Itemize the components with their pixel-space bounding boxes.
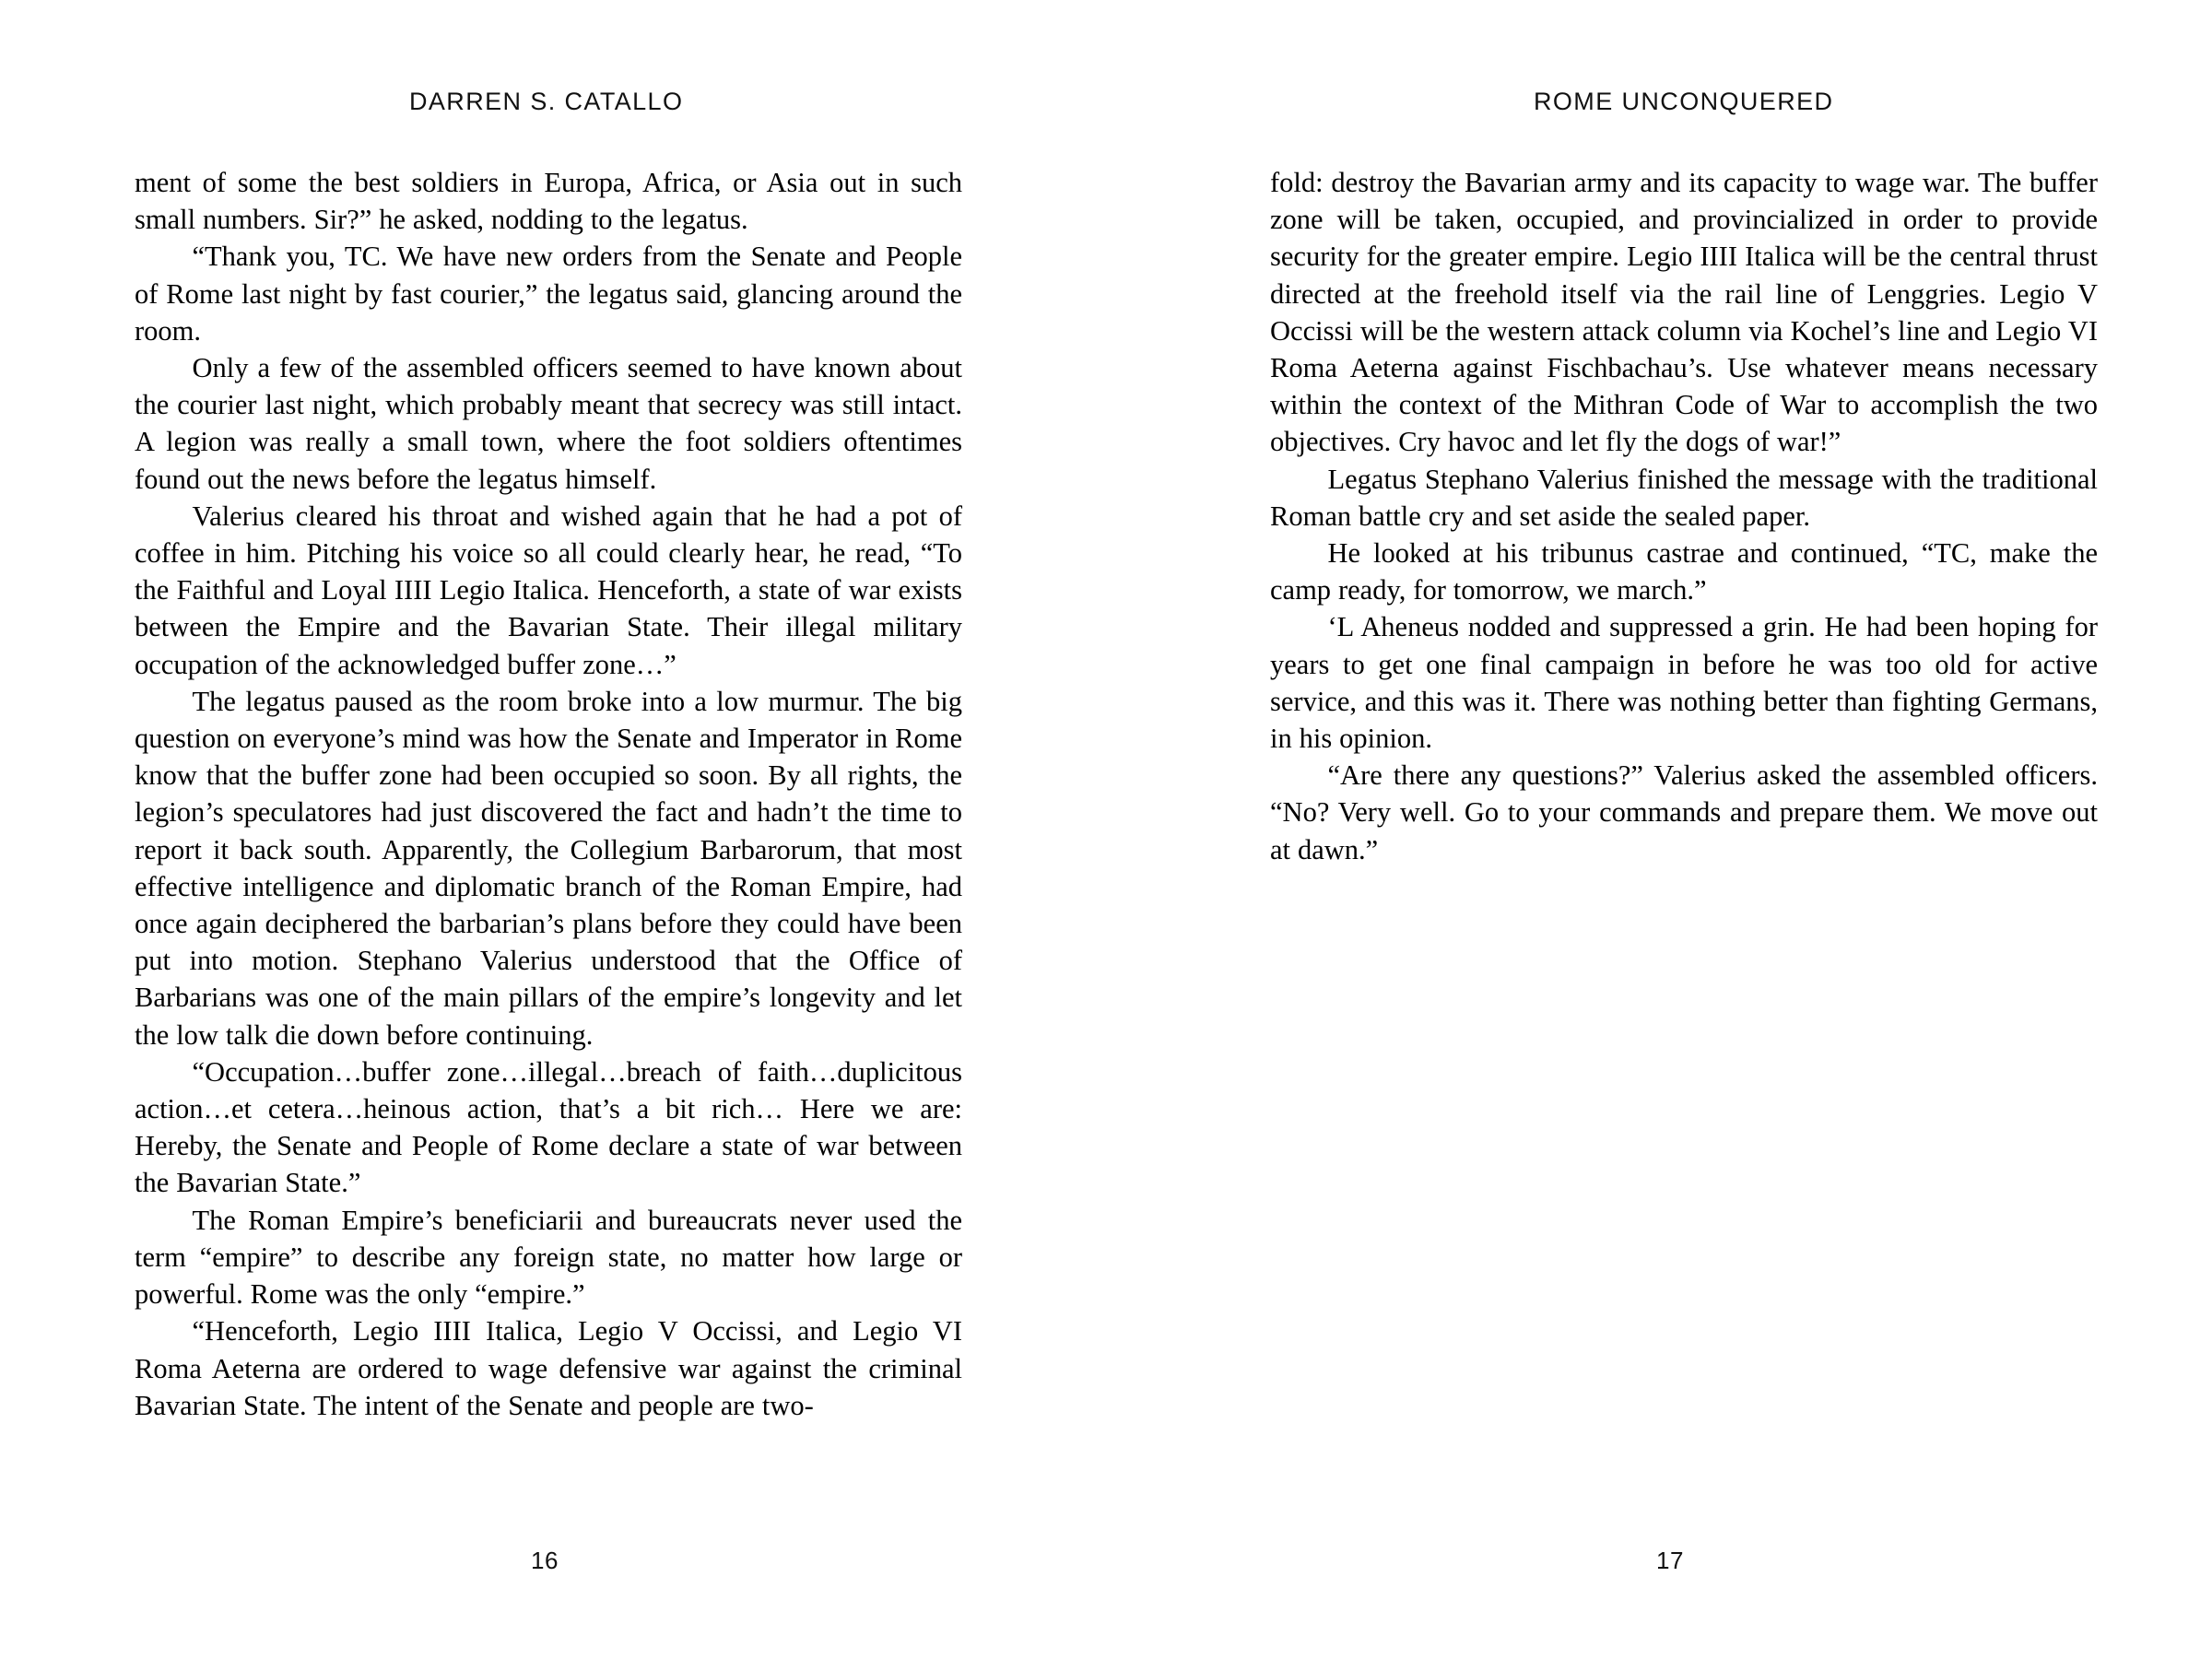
paragraph: “Thank you, TC. We have new orders from the Senate and People of Rome last night by fast courier,” the legatus said, glancing around the room. — [135, 241, 962, 347]
paragraph: ‘L Aheneus nodded and suppressed a grin. He had been hoping for years to get one final campaign in before he was too old for active service, and this was it. There was nothing better than fighting Germans, in his opinion. — [1270, 611, 2098, 755]
paragraph: fold: destroy the Bavarian army and its capacity to wage war. The buffer zone will be taken, occupied, and provincialized in order to provide security for the greater empire. Legio IIII Italica will be the central thrust directed at the freehold itself via the rail line of Lenggries. Legio V Occissi will be the western attack column via Kochel’s line and Legio VI Roma Aeterna against Fischbachau’s. Use whatever means necessary within the context of the Mithran Code of War to accomplish the two objectives. Cry havoc and let fly the dogs of war!” — [1270, 167, 2098, 458]
running-head-title: ROME UNCONQUERED — [1534, 88, 1834, 115]
running-head-author: DARREN S. CATALLO — [409, 88, 684, 115]
paragraph: He looked at his tribunus castrae and continued, “TC, make the camp ready, for tomorrow, we march.” — [1270, 537, 2098, 606]
paragraph: Only a few of the assembled officers seemed to have known about the courier last night, which probably meant that secrecy was still intact. A legion was really a small town, where the foot soldiers oftentimes found out the news before the legatus himself. — [135, 352, 962, 495]
page-verso — [135, 164, 962, 1424]
paragraph: ment of some the best soldiers in Europa, Africa, or Asia out in such small numbers. Sir?” he asked, nodding to the legatus. — [135, 167, 962, 236]
body-text-recto — [1270, 164, 2098, 868]
paragraph: The Roman Empire’s beneficiarii and bureaucrats never used the term “empire” to describe any foreign state, no matter how large or powerful. Rome was the only “empire.” — [135, 1204, 962, 1311]
paragraph: “Occupation…buffer zone…illegal…breach of faith…duplicitous action…et cetera…heinous action, that’s a bit rich… Here we are: Hereby, the Senate and People of Rome declare a state of war between the Bavarian State.” — [135, 1055, 962, 1199]
page-recto — [1270, 164, 2098, 868]
paragraph: “Henceforth, Legio IIII Italica, Legio V Occissi, and Legio VI Roma Aeterna are ordered to wage defensive war against the criminal Bavarian State. The intent of the Senate and people are two- — [135, 1315, 962, 1421]
paragraph: “Are there any questions?” Valerius asked the assembled officers. “No? Very well. Go to your commands and prepare them. We move out at dawn.” — [1270, 759, 2098, 865]
paragraph: The legatus paused as the room broke into a low murmur. The big question on everyone’s mind was how the Senate and Imperator in Rome know that the buffer zone had been occupied so soon. By all rights, the legion’s speculatores had just discovered the fact and hadn’t the time to report it back south. Apparently, the Collegium Barbarorum, that most effective intelligence and diplomatic branch of the Roman Empire, had once again deciphered the barbarian’s plans before they could have been put into motion. Stephano Valerius understood that the Office of Barbarians was one of the main pillars of the empire’s longevity and let the low talk die down before continuing. — [135, 685, 962, 1051]
page-number-verso: 16 — [531, 1547, 559, 1574]
body-text-verso — [135, 164, 962, 1424]
paragraph: Valerius cleared his throat and wished again that he had a pot of coffee in him. Pitching his voice so all could clearly hear, he read, “To the Faithful and Loyal IIII Legio Italica. Henceforth, a state of war exists between the Empire and the Bavarian State. Their illegal military occupation of the acknowledged buffer zone…” — [135, 500, 962, 680]
paragraph: Legatus Stephano Valerius finished the message with the traditional Roman battle cry and set aside the sealed paper. — [1270, 463, 2098, 532]
page-number-recto: 17 — [1656, 1547, 1684, 1574]
